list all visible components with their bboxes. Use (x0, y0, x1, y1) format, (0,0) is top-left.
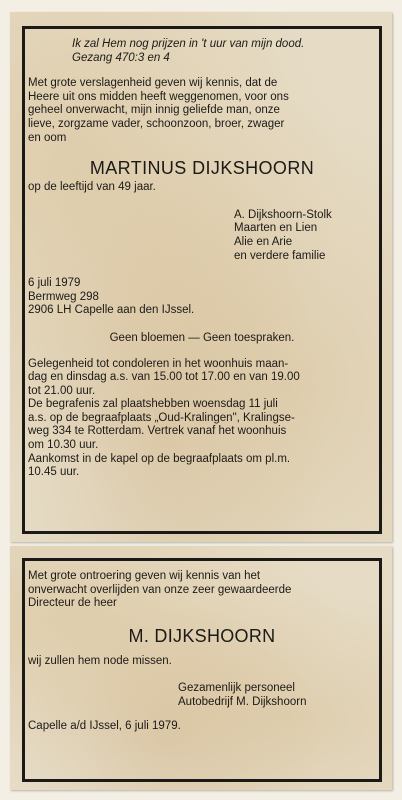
signer-line: A. Dijkshoorn-Stolk (234, 208, 332, 221)
obituary-content (28, 38, 376, 480)
announcement-text (28, 77, 376, 145)
obituary-clipping-family (10, 12, 392, 542)
condolence-info (28, 358, 376, 399)
announcement-text (28, 570, 376, 611)
funeral-line: weg 334 te Rotterdam. Vertrek vanaf het woonhuis (28, 425, 287, 438)
no-flowers-notice: Geen bloemen — Geen toespraken. (109, 331, 295, 344)
obituary-clipping-company (10, 546, 392, 790)
notice-date: 6 juli 1979 (28, 277, 81, 290)
announcement-line: geheel onverwacht, mijn innig geliefde man, onze (28, 104, 280, 117)
signer-line: Gezamenlijk personeel (178, 682, 295, 695)
announcement-line: Met grote verslagenheid geven wij kennis, dat de (28, 77, 278, 90)
condolence-line: tot 21.00 uur. (28, 384, 96, 397)
signer-line: en verdere familie (234, 249, 326, 262)
funeral-info (28, 398, 376, 480)
announcement-line: en oom (28, 131, 67, 144)
tribute-line: wij zullen hem node missen. (28, 654, 172, 667)
funeral-line: om 10.30 uur. (28, 439, 99, 452)
announcement-line: Directeur de heer (28, 597, 117, 610)
funeral-line: a.s. op de begraafplaats „Oud-Kralingen", Kralingse- (28, 411, 295, 424)
announcement-line: Met grote ontroering geven wij kennis van het (28, 570, 261, 582)
signer-line: Autobedrijf M. Dijkshoorn (178, 695, 307, 708)
postal-city: 2906 LH Capelle aan den IJssel. (28, 304, 195, 317)
family-signers (28, 209, 376, 263)
signer-line: Maarten en Lien (234, 222, 318, 235)
company-signers (28, 682, 376, 709)
announcement-line: lieve, zorgzame vader, schoonzoon, broer, zwager (28, 117, 285, 130)
funeral-line: 10.45 uur. (28, 466, 80, 479)
date-address (28, 277, 376, 318)
deceased-name: MARTINUS DIJKSHOORN (89, 158, 315, 179)
deceased-age: op de leeftijd van 49 jaar. (28, 181, 156, 194)
verse-reference: Gezang 470:3 en 4 (72, 51, 170, 64)
hymn-verse (28, 38, 376, 65)
condolence-line: dag en dinsdag a.s. van 15.00 tot 17.00 en van 19.00 (28, 371, 300, 384)
verse-line: Ik zal Hem nog prijzen in 't uur van mijn dood. (72, 38, 305, 50)
closing-place-date: Capelle a/d IJssel, 6 juli 1979. (28, 719, 181, 732)
funeral-line: De begrafenis zal plaatshebben woensdag 11 juli (28, 398, 278, 411)
condolence-line: Gelegenheid tot condoleren in het woonhuis maan- (28, 357, 289, 370)
announcement-line: onverwacht overlijden van onze zeer gewaardeerde (28, 583, 292, 596)
street-address: Bermweg 298 (28, 290, 99, 303)
announcement-line: Heere uit ons midden heeft weggenomen, voor ons (28, 90, 289, 103)
obituary-content (28, 570, 376, 733)
deceased-name: M. DIJKSHOORN (128, 625, 276, 646)
signer-line: Alie en Arie (234, 235, 293, 248)
funeral-line: Aankomst in de kapel op de begraafplaats om pl.m. (28, 452, 291, 465)
